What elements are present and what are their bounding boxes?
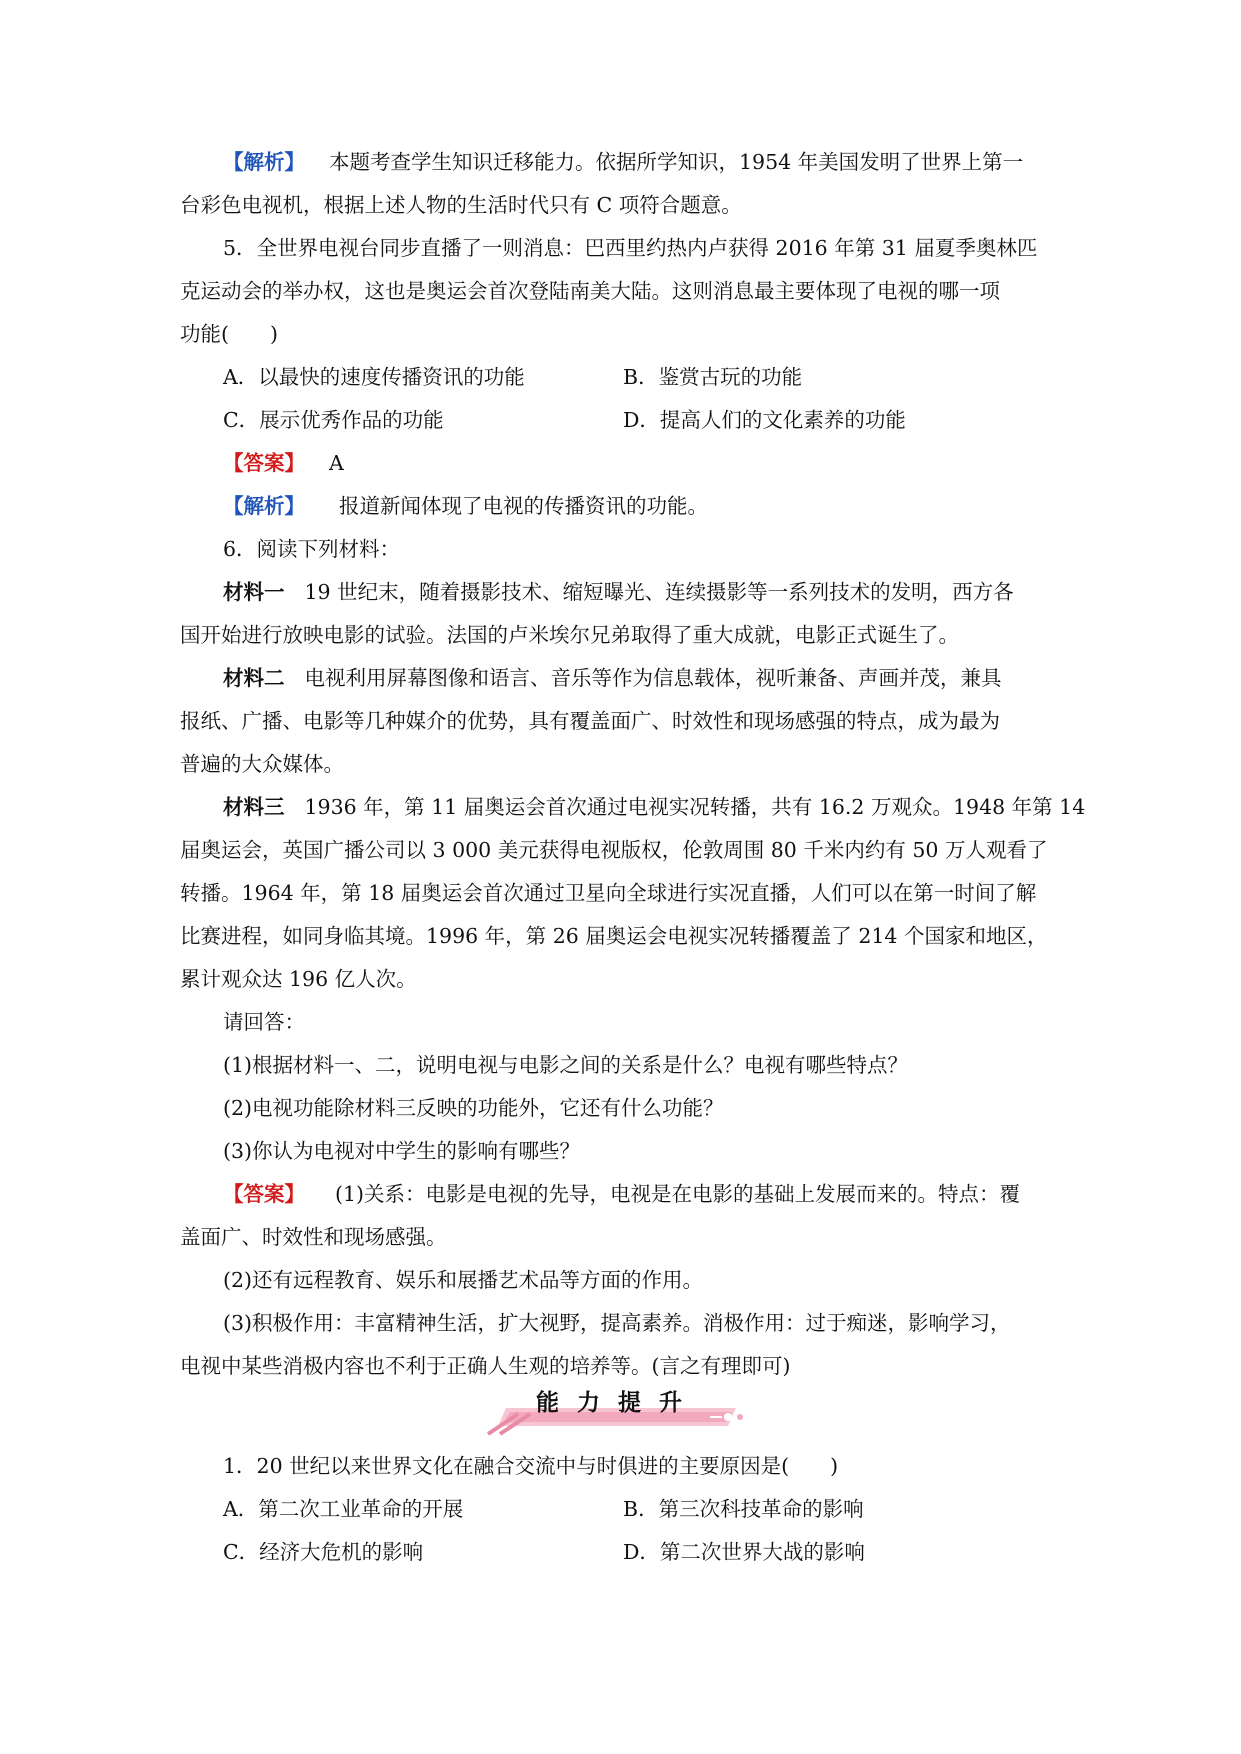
p1-option-c: C．经济大危机的影响 (223, 1540, 424, 1564)
q5-answer (223, 449, 344, 477)
q5-option-c: C．展示优秀作品的功能 (223, 408, 444, 432)
q5-analysis (223, 492, 708, 520)
p1-option-b: B．第三次科技革命的影响 (623, 1497, 864, 1521)
q6-answer2: (2)还有远程教育、娱乐和展播艺术品等方面的作用。 (223, 1268, 704, 1292)
q6-answer-line2: 盖面广、时效性和现场感强。 (180, 1225, 447, 1249)
q4-analysis-line1 (223, 148, 1023, 176)
q5-option-b: B．鉴赏古玩的功能 (623, 365, 803, 389)
q6-material3-line2: 届奥运会，英国广播公司以 3 000 美元获得电视版权，伦敦周围 80 千米内约有 50 万人观看了 (180, 838, 1048, 862)
material-label: 材料二 (223, 666, 285, 690)
analysis-text: 本题考查学生知识迁移能力。依据所学知识，1954 年美国发明了世界上第一 (329, 150, 1024, 174)
answer-value: A (329, 451, 344, 475)
q4-analysis-line2: 台彩色电视机，根据上述人物的生活时代只有 C 项符合题意。 (180, 193, 742, 217)
material-label: 材料一 (223, 580, 285, 604)
q6-material3-line1 (223, 793, 1085, 821)
p1-option-a: A．第二次工业革命的开展 (223, 1497, 464, 1521)
q6-material2-line1 (223, 664, 1002, 692)
material-text: 电视利用屏幕图像和语言、音乐等作为信息载体，视听兼备、声画并茂，兼具 (304, 666, 1002, 690)
answer-text: (1)关系：电影是电视的先导，电视是在电影的基础上发展而来的。特点：覆 (335, 1182, 1021, 1206)
p1-stem: 1．20 世纪以来世界文化在融合交流中与时俱进的主要原因是( ) (223, 1454, 839, 1478)
analysis-text: 报道新闻体现了电视的传播资讯的功能。 (339, 494, 708, 518)
q6-sub1: (1)根据材料一、二，说明电视与电影之间的关系是什么？电视有哪些特点？ (223, 1053, 909, 1077)
material-text: 19 世纪末，随着摄影技术、缩短曝光、连续摄影等一系列技术的发明，西方各 (304, 580, 1014, 604)
material-text: 1936 年，第 11 届奥运会首次通过电视实况转播，共有 16.2 万观众。1948 年第 14 (304, 795, 1086, 819)
q5-option-a: A．以最快的速度传播资讯的功能 (223, 365, 525, 389)
section-title: 能力提升 (536, 1390, 700, 1416)
q5-stem-line3: 功能( ) (180, 322, 278, 346)
q6-answer3-line1: (3)积极作用：丰富精神生活，扩大视野，提高素养。消极作用：过于痴迷，影响学习， (223, 1311, 1011, 1335)
q6-material1-line1 (223, 578, 1014, 606)
q6-answer-line1 (223, 1180, 1020, 1208)
q6-material3-line4: 比赛进程，如同身临其境。1996 年，第 26 届奥运会电视实况转播覆盖了 214 个国家和地区， (180, 924, 1048, 948)
q5-option-d: D．提高人们的文化素养的功能 (623, 408, 906, 432)
q6-sub3: (3)你认为电视对中学生的影响有哪些？ (223, 1139, 581, 1163)
q6-material3-line5: 累计观众达 196 亿人次。 (180, 967, 417, 991)
answer-tag: 【答案】 (223, 1182, 305, 1206)
analysis-tag: 【解析】 (223, 494, 305, 518)
q6-material2-line3: 普遍的大众媒体。 (180, 752, 344, 776)
q6-ask: 请回答： (223, 1010, 305, 1034)
section-banner (478, 1382, 758, 1438)
q6-material3-line3: 转播。1964 年，第 18 届奥运会首次通过卫星向全球进行实况直播，人们可以在第一时间了解 (180, 881, 1037, 905)
q6-material1-line2: 国开始进行放映电影的试验。法国的卢米埃尔兄弟取得了重大成就，电影正式诞生了。 (180, 623, 959, 647)
q6-sub2: (2)电视功能除材料三反映的功能外，它还有什么功能？ (223, 1096, 724, 1120)
q6-answer3-line2: 电视中某些消极内容也不利于正确人生观的培养等。(言之有理即可) (180, 1354, 791, 1378)
p1-option-d: D．第二次世界大战的影响 (623, 1540, 865, 1564)
analysis-tag: 【解析】 (223, 150, 305, 174)
material-label: 材料三 (223, 795, 285, 819)
q6-material2-line2: 报纸、广播、电影等几种媒介的优势，具有覆盖面广、时效性和现场感强的特点，成为最为 (180, 709, 1000, 733)
q6-stem: 6．阅读下列材料： (223, 537, 401, 561)
q5-stem-line2: 克运动会的举办权，这也是奥运会首次登陆南美大陆。这则消息最主要体现了电视的哪一项 (180, 279, 1000, 303)
q5-stem-line1: 5．全世界电视台同步直播了一则消息：巴西里约热内卢获得 2016 年第 31 届夏季奥林匹 (223, 236, 1038, 260)
answer-tag: 【答案】 (223, 451, 305, 475)
